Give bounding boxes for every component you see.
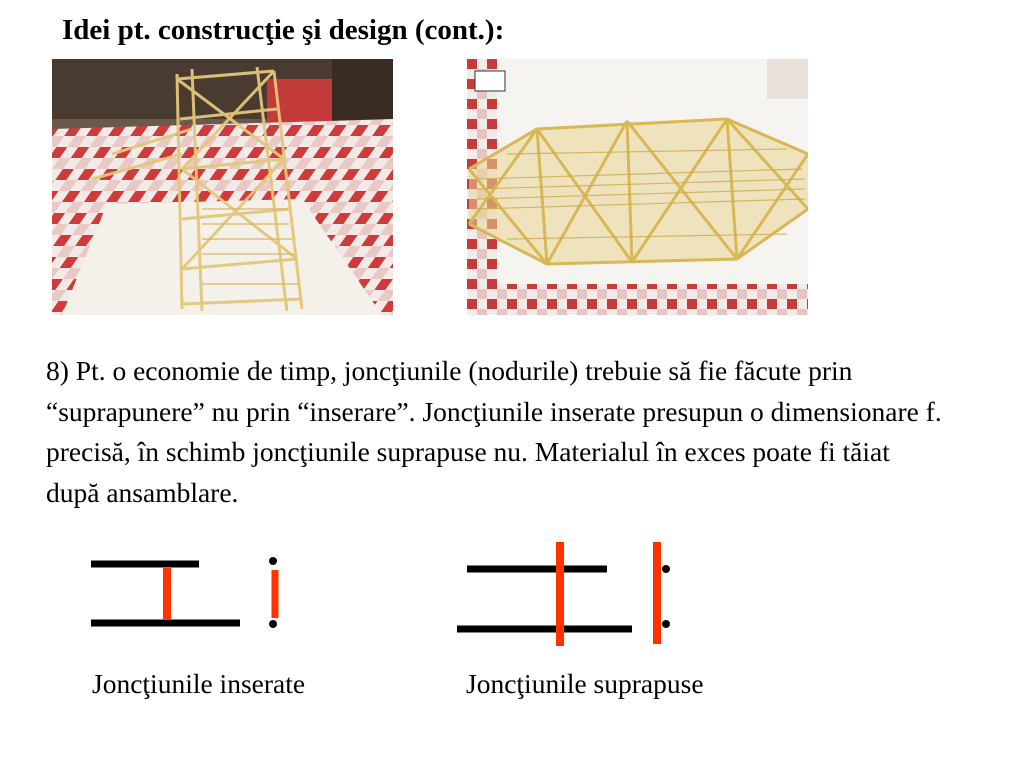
- slide-title: Idei pt. construcţie şi design (cont.):: [62, 14, 505, 46]
- overlapped-end-dot-bottom: [662, 620, 670, 628]
- bridge-top-photo: [467, 59, 808, 315]
- inserted-joints-caption: Joncţiunile inserate: [92, 668, 306, 699]
- inserted-joint-diagram: [91, 557, 277, 628]
- joint-recommendation-text: 8) Pt. o economie de timp, joncţiunile (nodurile) trebuie să fie făcute prin “suprapunere” nu prin “inserare”. Joncţiunile inserate presupun o dimensionare f. precisă, în schimb joncţiunile suprapuse nu. Materialul în exces poate fi tăiat după ansamblare.: [46, 355, 942, 508]
- overlapped-joints-caption: Joncţiunile suprapuse: [466, 668, 704, 699]
- overlapped-joint-diagram: [457, 542, 670, 646]
- inserted-end-dot-bottom: [269, 620, 277, 628]
- inserted-end-dot-top: [269, 557, 277, 565]
- bridge-side-photo: [52, 59, 393, 315]
- joint-diagrams: [0, 530, 1024, 670]
- overlapped-end-dot-top: [662, 565, 670, 573]
